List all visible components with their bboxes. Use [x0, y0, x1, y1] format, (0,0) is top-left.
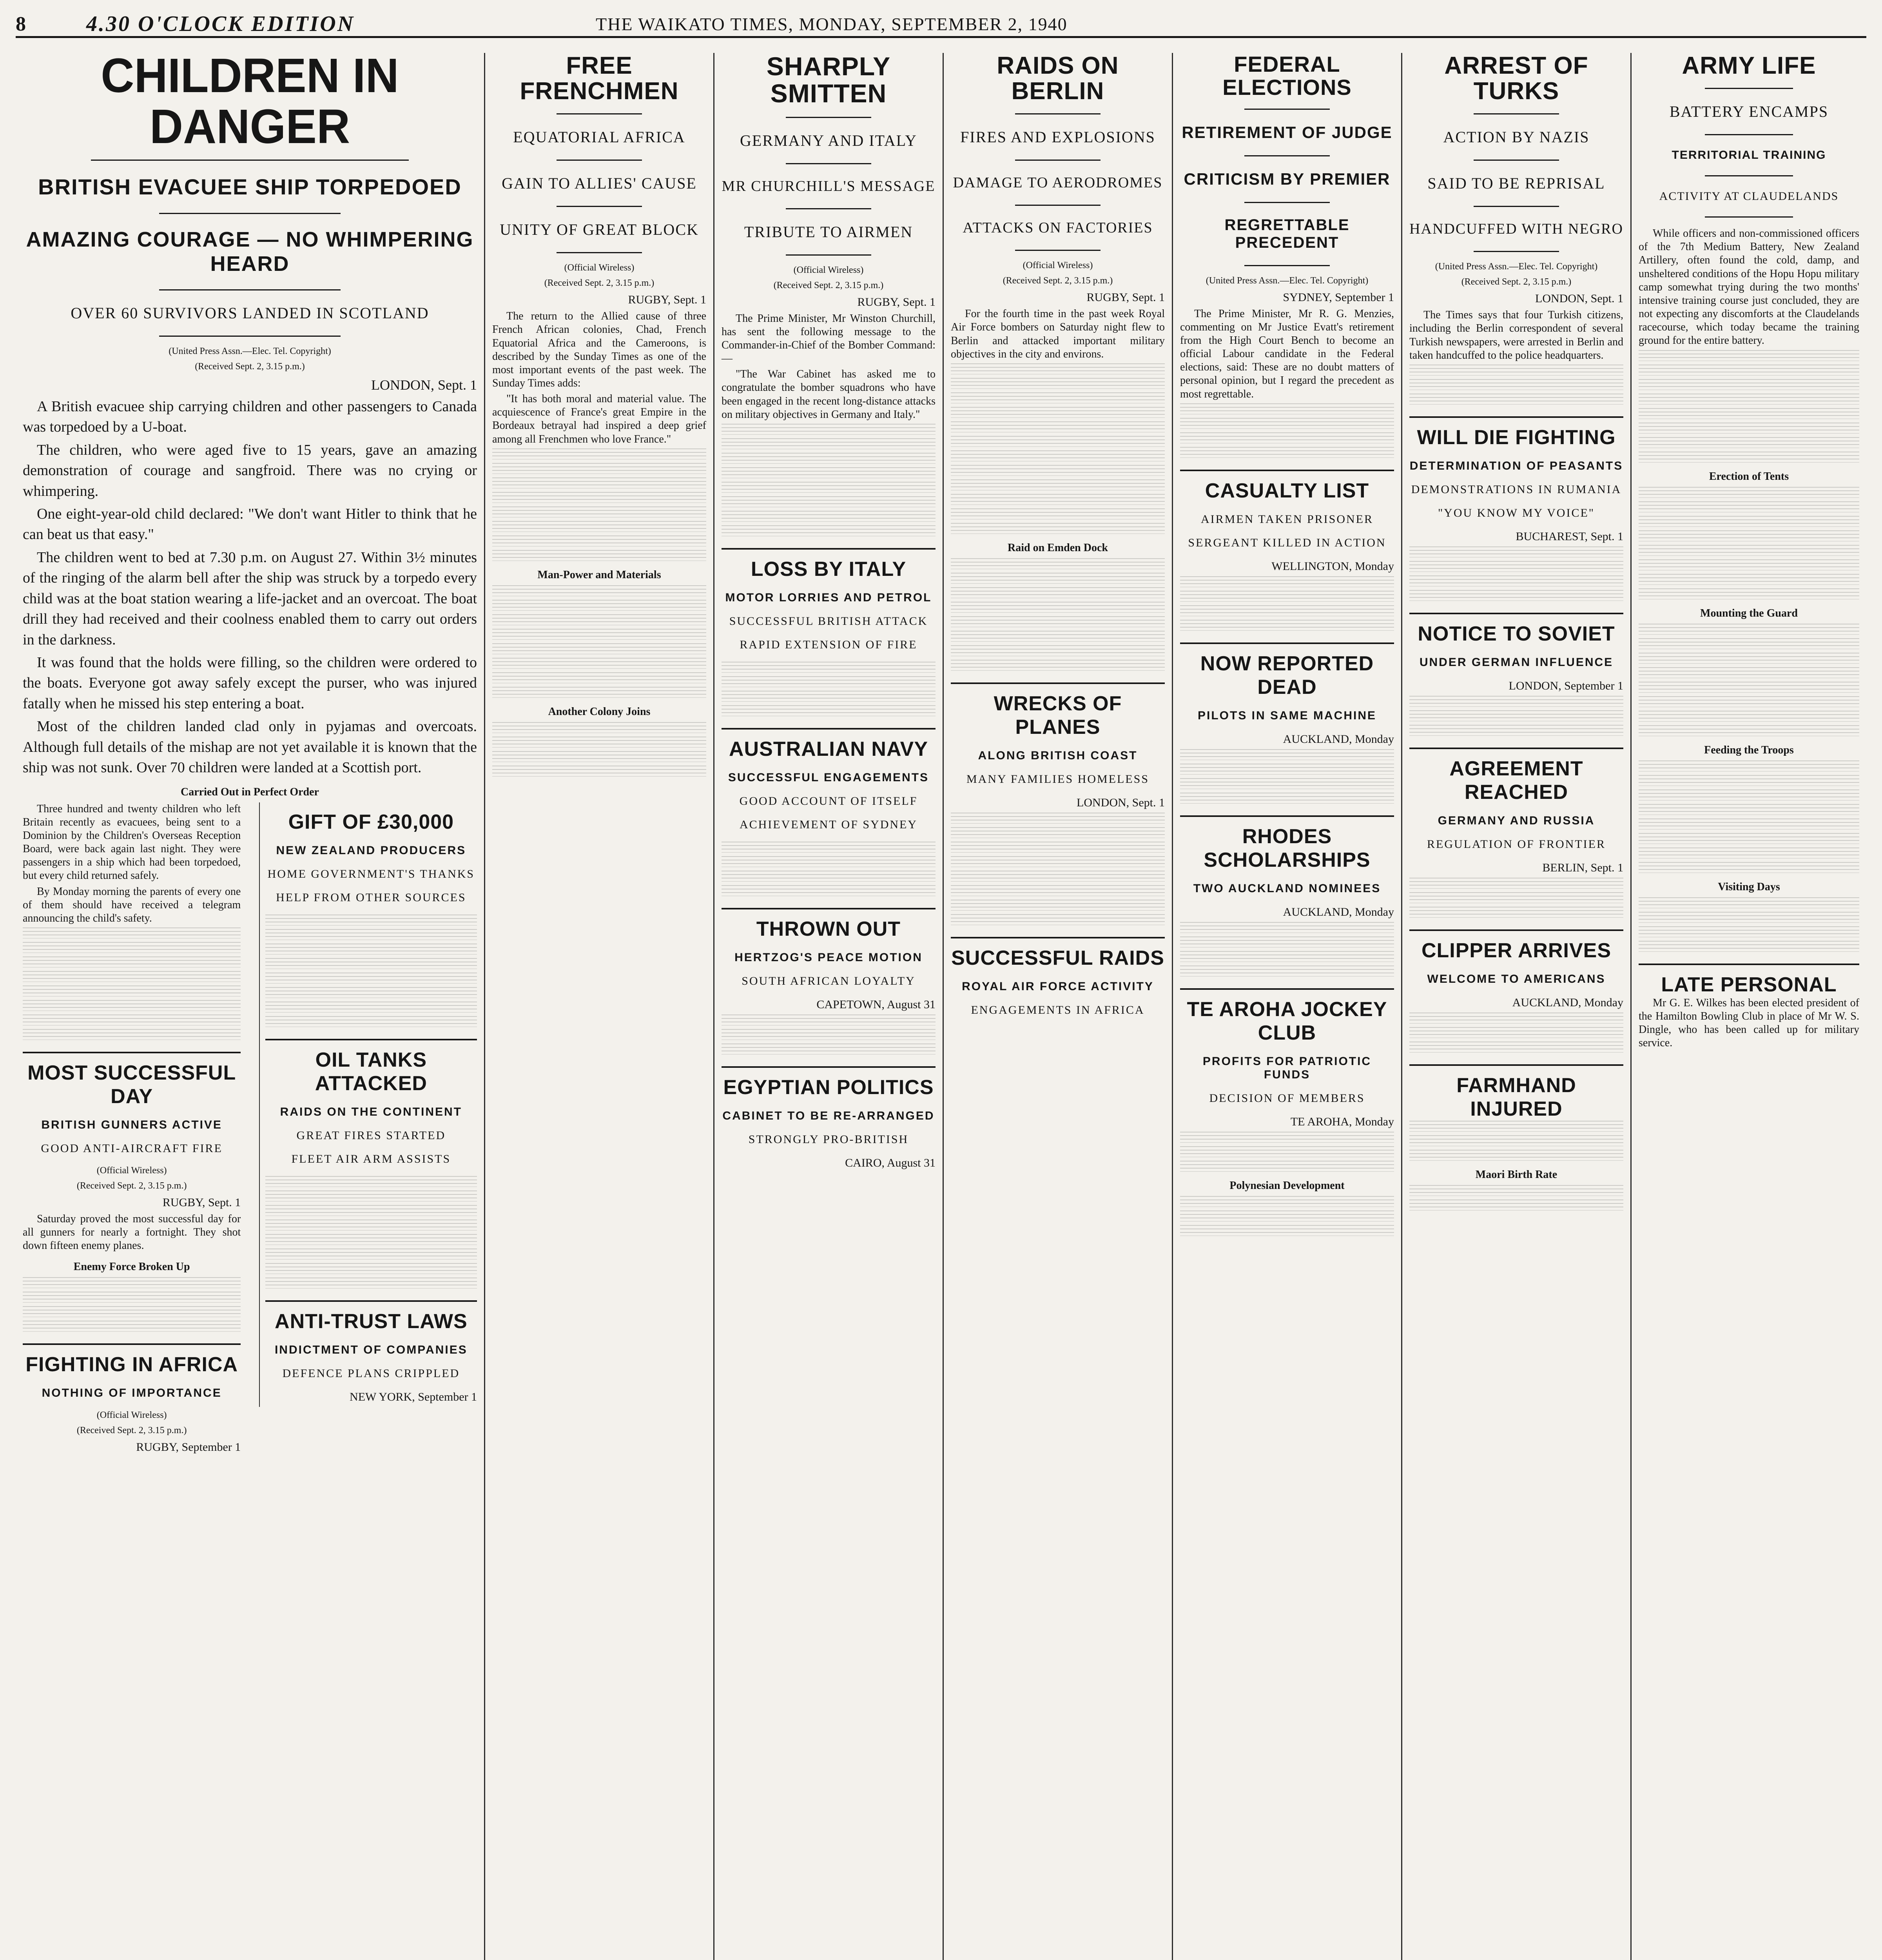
deck: RAIDS ON THE CONTINENT	[280, 1105, 462, 1118]
paragraph: For the fourth time in the past week Royal Air Force bombers on Saturday night flew to Berlin and attacked important military objectives in the city and environs.	[951, 308, 1165, 360]
deck: GOOD ANTI-AIRCRAFT FIRE	[41, 1142, 223, 1155]
dateline: RUGBY, Sept. 1	[857, 295, 936, 309]
rule	[1015, 113, 1101, 114]
dateline: LONDON, Sept. 1	[1077, 796, 1165, 809]
rule	[159, 289, 341, 290]
rule	[1244, 109, 1330, 110]
deck: ALONG BRITISH COAST	[978, 749, 1138, 762]
headline-federal-elections: FEDERAL ELECTIONS	[1222, 53, 1352, 100]
dateline: BUCHAREST, Sept. 1	[1516, 530, 1623, 543]
page-number: 8	[16, 13, 26, 35]
headline-most-successful-day: MOST SUCCESSFUL DAY	[23, 1052, 241, 1108]
headline-arrest-of-turks: ARREST OF TURKS	[1444, 53, 1588, 105]
wire-credit: (Official Wireless)	[96, 1410, 167, 1420]
dateline: RUGBY, Sept. 1	[1086, 291, 1165, 304]
deck: FIRES AND EXPLOSIONS	[960, 128, 1155, 146]
paragraph: Most of the children landed clad only in pyjamas and overcoats. Although full details of the mishap are not yet available it is known that the ship was not sunk. Over 70 children were landed at a Scottish port.	[23, 718, 477, 776]
column-children-in-danger	[16, 53, 484, 1960]
deck: ROYAL AIR FORCE ACTIVITY	[962, 980, 1154, 993]
dateline: WELLINGTON, Monday	[1271, 559, 1394, 573]
deck: CRITICISM BY PREMIER	[1184, 169, 1391, 188]
deck: DEFENCE PLANS CRIPPLED	[282, 1367, 460, 1380]
headline-raids-on-berlin: RAIDS ON BERLIN	[997, 53, 1119, 105]
deck: ATTACKS ON FACTORIES	[963, 220, 1153, 236]
masthead	[16, 12, 1866, 38]
wire-credit: (Official Wireless)	[1023, 260, 1093, 271]
subhead: Mounting the Guard	[1700, 607, 1798, 619]
received-line: (Received Sept. 2, 3.15 p.m.)	[773, 280, 884, 290]
received-line: (Received Sept. 2, 3.15 p.m.)	[544, 278, 655, 289]
subhead: Polynesian Development	[1229, 1179, 1345, 1192]
dateline: RUGBY, Sept. 1	[162, 1196, 241, 1209]
dateline: THE WAIKATO TIMES, MONDAY, SEPTEMBER 2, 1940	[596, 14, 1068, 34]
deck: REGRETTABLE PRECEDENT	[1224, 216, 1350, 251]
subhead: Enemy Force Broken Up	[73, 1260, 190, 1273]
wire-credit: (United Press Assn.—Elec. Tel. Copyright)	[1206, 275, 1369, 286]
rule	[1244, 155, 1330, 156]
deck: GAIN TO ALLIES' CAUSE	[502, 174, 697, 192]
rule	[1244, 265, 1330, 266]
received-line: (Received Sept. 2, 3.15 p.m.)	[1003, 276, 1113, 286]
dateline: RUGBY, Sept. 1	[628, 293, 706, 307]
rule	[557, 252, 642, 253]
headline-fighting-in-africa: FIGHTING IN AFRICA	[23, 1343, 241, 1376]
headline-oil-tanks: OIL TANKS ATTACKED	[265, 1039, 477, 1095]
dateline: AUCKLAND, Monday	[1512, 996, 1623, 1009]
dateline: AUCKLAND, Monday	[1283, 905, 1394, 918]
deck: SOUTH AFRICAN LOYALTY	[742, 974, 916, 987]
rule	[1474, 206, 1559, 207]
dateline: CAPETOWN, August 31	[816, 998, 936, 1011]
columns	[16, 53, 1866, 1960]
deck: TWO AUCKLAND NOMINEES	[1193, 882, 1381, 895]
wire-credit: (Official Wireless)	[564, 263, 635, 273]
rule	[786, 254, 871, 256]
wire-credit: (Official Wireless)	[96, 1165, 167, 1176]
dateline-london: LONDON, Sept. 1	[371, 377, 477, 393]
deck: AIRMEN TAKEN PRISONER	[1200, 512, 1374, 526]
deck: SERGEANT KILLED IN ACTION	[1188, 536, 1386, 549]
headline-children-in-danger: CHILDREN IN DANGER	[101, 53, 399, 154]
deck: NEW ZEALAND PRODUCERS	[276, 844, 466, 857]
paragraph: While officers and non-commissioned officers of the 7th Medium Battery, New Zealand Artillery, often found the cold, damp, and unsheltered conditions of the Hopu Hopu military camp somewhat trying during the two months' intensive training course just concluded, they are not expecting any discomforts at the Claudelands racecourse, which today became the training ground for the entire battery.	[1639, 227, 1859, 347]
wire-credit: (Official Wireless)	[793, 265, 864, 275]
dateline: RUGBY, September 1	[136, 1440, 241, 1454]
deck: MOTOR LORRIES AND PETROL	[725, 591, 932, 604]
paragraph: The Prime Minister, Mr R. G. Menzies, commenting on Mr Justice Evatt's retirement from the High Court Bench to become an official Labour candidate in the Federal elections, said: These are no doubt matters of personal opinion, but I regard the precedent as most regrettable.	[1180, 307, 1394, 400]
deck: MR CHURCHILL'S MESSAGE	[722, 178, 936, 194]
deck: GERMANY AND RUSSIA	[1438, 814, 1595, 827]
rule	[1474, 113, 1559, 114]
dateline: CAIRO, August 31	[845, 1156, 936, 1169]
deck: INDICTMENT OF COMPANIES	[274, 1343, 468, 1356]
headline-gift: GIFT OF £30,000	[288, 810, 454, 833]
rule	[1705, 175, 1793, 176]
paragraph: "It has both moral and material value. The acquiescence of France's great Empire in the Bordeaux betrayal had inspired a deep grief among all Frenchmen who love France."	[492, 393, 706, 445]
deck: DEMONSTRATIONS IN RUMANIA	[1411, 483, 1622, 496]
received-line: (Received Sept. 2, 3.15 p.m.)	[195, 361, 305, 372]
deck: NOTHING OF IMPORTANCE	[42, 1386, 222, 1399]
dateline: BERLIN, Sept. 1	[1542, 861, 1623, 874]
deck: HELP FROM OTHER SOURCES	[276, 891, 466, 904]
deck: CABINET TO BE RE-ARRANGED	[722, 1109, 935, 1122]
headline-will-die-fighting: WILL DIE FIGHTING	[1409, 416, 1623, 449]
headline-clipper-arrives: CLIPPER ARRIVES	[1409, 929, 1623, 962]
deck: TRIBUTE TO AIRMEN	[744, 223, 913, 241]
rule	[1015, 250, 1101, 251]
deck: STRONGLY PRO-BRITISH	[748, 1132, 909, 1146]
deck: REGULATION OF FRONTIER	[1427, 837, 1606, 851]
deck: TERRITORIAL TRAINING	[1672, 149, 1826, 162]
headline-successful-raids: SUCCESSFUL RAIDS	[951, 937, 1165, 970]
paragraph: The Times says that four Turkish citizens, including the Berlin correspondent of several Turkish newspapers, were arrested in Berlin and taken handcuffed to the police headquarters.	[1409, 309, 1623, 361]
paragraph: Mr G. E. Wilkes has been elected president of the Hamilton Bowling Club in place of Mr W. S. Dingle, who has been called up for military service.	[1639, 996, 1859, 1049]
subhead-perfect-order: Carried Out in Perfect Order	[181, 786, 319, 798]
rule	[1474, 251, 1559, 252]
paragraph: By Monday morning the parents of every one of them should have received a telegram announcing the child's safety.	[23, 885, 241, 924]
dateline: NEW YORK, September 1	[350, 1390, 477, 1403]
deck: FLEET AIR ARM ASSISTS	[291, 1152, 451, 1165]
deck: MANY FAMILIES HOMELESS	[966, 772, 1150, 786]
headline-late-personal: LATE PERSONAL	[1639, 964, 1859, 996]
received-line: (Received Sept. 2, 3.15 p.m.)	[76, 1425, 187, 1436]
headline-australian-navy: AUSTRALIAN NAVY	[722, 728, 936, 761]
wire-credit: (United Press Assn.—Elec. Tel. Copyright)	[1435, 261, 1598, 272]
subhead: Visiting Days	[1718, 880, 1780, 893]
dateline: TE AROHA, Monday	[1290, 1115, 1394, 1128]
deck: SUCCESSFUL BRITISH ATTACK	[729, 614, 928, 628]
deck: BRITISH GUNNERS ACTIVE	[41, 1118, 222, 1132]
headline-sharply-smitten: SHARPLY SMITTEN	[766, 53, 891, 108]
deck: RETIREMENT OF JUDGE	[1182, 123, 1392, 142]
paragraph: The return to the Allied cause of three French African colonies, Chad, French Equatorial Africa and the Cameroons, is described by the Sunday Times as one of the most important events of the past week. The Sunday Times adds:	[492, 310, 706, 389]
rule	[786, 163, 871, 164]
rule	[1705, 134, 1793, 135]
deck-amazing-courage: AMAZING COURAGE — NO WHIMPERING HEARD	[26, 227, 474, 276]
rule	[1015, 160, 1101, 161]
deck: UNITY OF GREAT BLOCK	[500, 221, 699, 239]
rule	[1015, 205, 1101, 206]
subhead: Another Colony Joins	[548, 705, 651, 718]
deck: ACTION BY NAZIS	[1443, 128, 1590, 146]
received-line: (Received Sept. 2, 3.15 p.m.)	[76, 1181, 187, 1191]
headline-egyptian-politics: EGYPTIAN POLITICS	[722, 1066, 936, 1099]
headline-free-frenchmen: FREE FRENCHMEN	[520, 53, 679, 105]
headline-wrecks-of-planes: WRECKS OF PLANES	[951, 682, 1165, 739]
paragraph: A British evacuee ship carrying children and other passengers to Canada was torpedoed by a U-boat.	[23, 398, 477, 436]
deck: HERTZOG'S PEACE MOTION	[734, 951, 923, 964]
rule	[557, 206, 642, 207]
headline-loss-by-italy: LOSS BY ITALY	[722, 548, 936, 581]
headline-jockey-club: TE AROHA JOCKEY CLUB	[1180, 988, 1394, 1045]
subhead: Raid on Emden Dock	[1008, 541, 1108, 554]
deck-survivors: OVER 60 SURVIVORS LANDED IN SCOTLAND	[71, 304, 429, 322]
deck: GOOD ACCOUNT OF ITSELF	[739, 794, 918, 808]
rule	[159, 213, 341, 214]
rule	[557, 113, 642, 114]
deck: ACHIEVEMENT OF SYDNEY	[739, 818, 918, 831]
rule	[786, 117, 871, 118]
subhead: Erection of Tents	[1709, 470, 1789, 483]
received-line: (Received Sept. 2, 3.15 p.m.)	[1461, 277, 1572, 287]
rule	[1705, 88, 1793, 89]
deck: HANDCUFFED WITH NEGRO	[1409, 221, 1623, 238]
subhead: Man-Power and Materials	[537, 568, 661, 581]
dateline: LONDON, September 1	[1509, 679, 1623, 692]
paragraph: It was found that the holds were filling, so the children were ordered to the boats. Everyone got away safely except the purser, who was injured fatally when he missed his step entering a boat.	[23, 654, 477, 712]
headline-farmhand-injured: FARMHAND INJURED	[1409, 1064, 1623, 1121]
paragraph: The children, who were aged five to 15 years, gave an amazing demonstration of courage and sangfroid. There was no crying or whimpering.	[23, 441, 477, 499]
deck: RAPID EXTENSION OF FIRE	[740, 638, 917, 651]
rule	[159, 336, 341, 337]
headline-anti-trust: ANTI-TRUST LAWS	[265, 1300, 477, 1333]
paragraph: Saturday proved the most successful day for all gunners for nearly a fortnight. They shot down fifteen enemy planes.	[23, 1213, 241, 1252]
headline-notice-to-soviet: NOTICE TO SOVIET	[1409, 613, 1623, 646]
deck: "YOU KNOW MY VOICE"	[1438, 506, 1595, 519]
paragraph: "The War Cabinet has asked me to congratulate the bomber squadrons who have been engaged in the recent long-distance attacks on military objectives in Germany and Italy."	[722, 368, 936, 421]
headline-rhodes-scholarships: RHODES SCHOLARSHIPS	[1180, 815, 1394, 872]
edition-label: 4.30 O'CLOCK EDITION	[86, 12, 355, 36]
rule	[1705, 216, 1793, 218]
subhead: Maori Birth Rate	[1475, 1168, 1557, 1181]
column-arrest-of-turks	[1401, 53, 1630, 1960]
paragraph: The Prime Minister, Mr Winston Churchill, has sent the following message to the Commander-in-Chief of the Bomber Command:—	[722, 312, 936, 365]
rule	[786, 208, 871, 209]
column-federal-elections	[1172, 53, 1401, 1960]
deck: DETERMINATION OF PEASANTS	[1409, 459, 1623, 472]
deck: PILOTS IN SAME MACHINE	[1197, 709, 1376, 722]
headline-thrown-out: THROWN OUT	[722, 908, 936, 941]
subhead: Feeding the Troops	[1704, 744, 1794, 756]
headline-reported-dead: NOW REPORTED DEAD	[1180, 642, 1394, 699]
headline-casualty-list: CASUALTY LIST	[1180, 470, 1394, 503]
deck: DECISION OF MEMBERS	[1209, 1091, 1365, 1105]
dateline: SYDNEY, September 1	[1283, 290, 1394, 304]
deck: DAMAGE TO AERODROMES	[953, 174, 1163, 191]
paragraph: The children went to bed at 7.30 p.m. on August 27. Within 3½ minutes of the ringing of the alarm bell after the ship was struck by a torpedo every child was at the boat station wearing a life-jacket and an overcoat. The boat drill they had received and their coolness enabled them to carry out orders in the darkness.	[23, 549, 477, 648]
deck: SAID TO BE REPRISAL	[1427, 174, 1605, 192]
deck: EQUATORIAL AFRICA	[513, 128, 685, 146]
deck-evacuee-ship: BRITISH EVACUEE SHIP TORPEDOED	[38, 174, 462, 199]
deck: HOME GOVERNMENT'S THANKS	[267, 867, 475, 880]
wire-credit: (United Press Assn.—Elec. Tel. Copyright)	[169, 346, 331, 356]
deck: GERMANY AND ITALY	[740, 131, 917, 149]
column-army-life	[1630, 53, 1866, 1960]
deck: ACTIVITY AT CLAUDELANDS	[1659, 190, 1839, 203]
paragraph: One eight-year-old child declared: "We don't want Hitler to think that he can beat us that easy."	[23, 505, 477, 543]
deck: BATTERY ENCAMPS	[1669, 103, 1829, 121]
dateline: LONDON, Sept. 1	[1535, 292, 1623, 305]
rule	[91, 160, 409, 161]
rule	[1474, 160, 1559, 161]
deck: PROFITS FOR PATRIOTIC FUNDS	[1202, 1054, 1372, 1081]
rule	[557, 160, 642, 161]
deck: GREAT FIRES STARTED	[296, 1129, 446, 1142]
deck: UNDER GERMAN INFLUENCE	[1419, 655, 1614, 669]
rule	[1244, 202, 1330, 203]
column-sharply-smitten	[713, 53, 943, 1960]
headline-army-life: ARMY LIFE	[1682, 53, 1816, 79]
column-raids-on-berlin	[943, 53, 1172, 1960]
column-free-frenchmen	[484, 53, 713, 1960]
headline-agreement-reached: AGREEMENT REACHED	[1409, 748, 1623, 804]
dateline: AUCKLAND, Monday	[1283, 732, 1394, 746]
deck: WELCOME TO AMERICANS	[1427, 972, 1606, 985]
deck: SUCCESSFUL ENGAGEMENTS	[728, 771, 929, 784]
deck: ENGAGEMENTS IN AFRICA	[971, 1003, 1145, 1016]
paragraph: Three hundred and twenty children who left Britain recently as evacuees, being sent to a Dominion by the Children's Overseas Reception Board, were back again last night. They were passengers in a ship which had been torpedoed, but every child returned safely.	[23, 802, 241, 882]
